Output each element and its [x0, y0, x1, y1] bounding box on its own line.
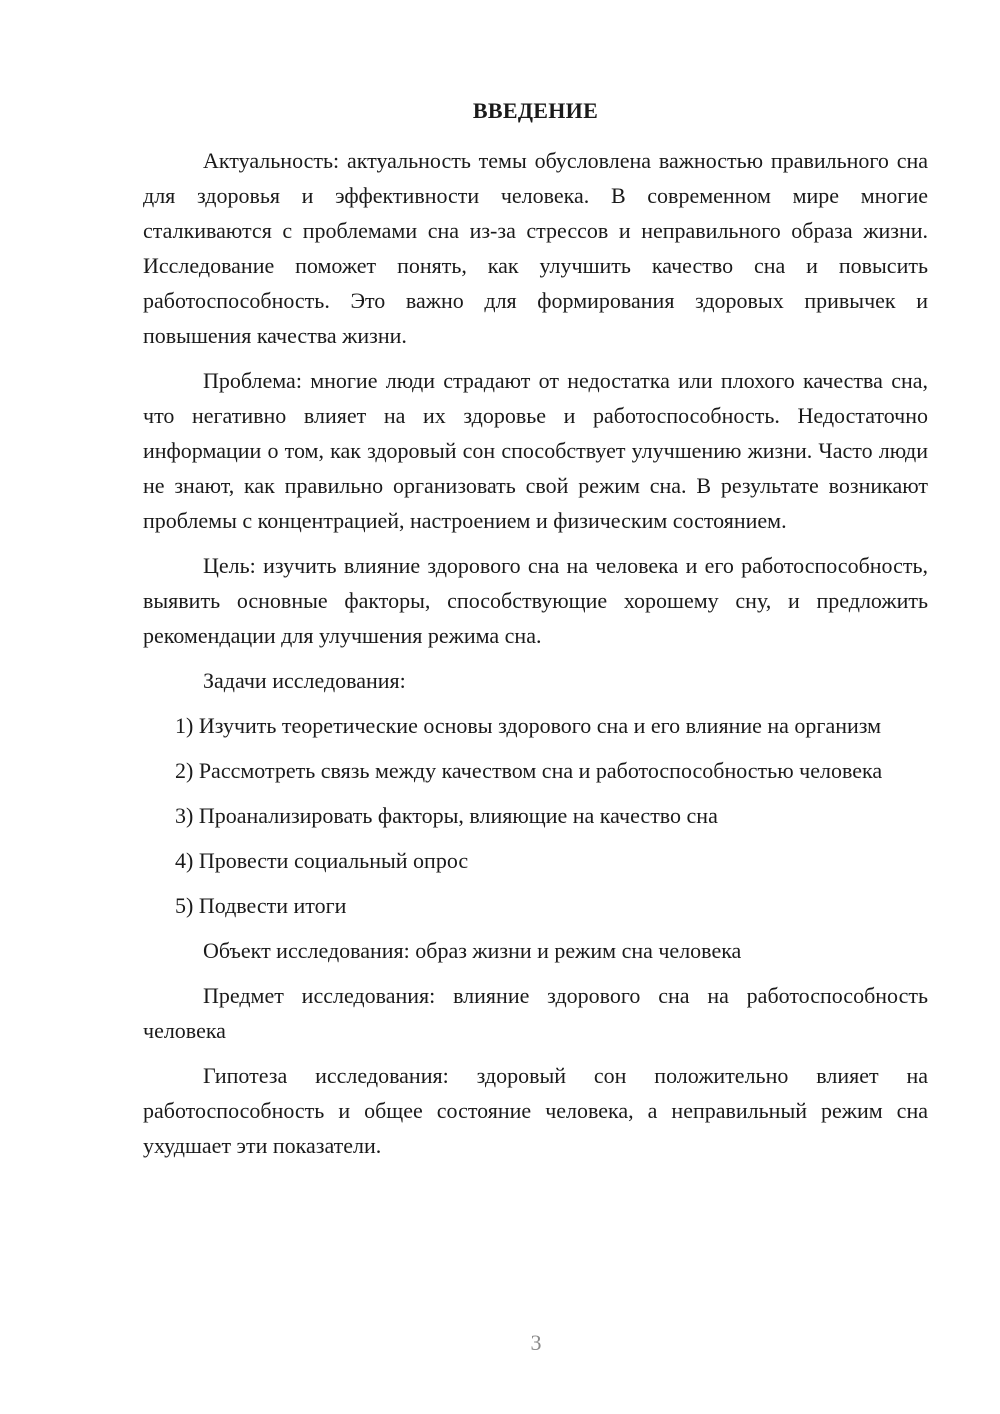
document-page	[143, 93, 928, 1173]
paragraph-goal: Цель: изучить влияние здорового сна на человека и его работоспособность, выявить основные факторы, способствующие хорошему сну, и предложить рекомендации для улучшения режима сна.	[143, 553, 928, 648]
page-title: ВВЕДЕНИЕ	[472, 98, 599, 123]
task-item: 4) Провести социальный опрос	[175, 848, 469, 873]
paragraph-subject: Предмет исследования: влияние здорового сна на работоспособность человека	[143, 983, 928, 1043]
task-item: 3) Проанализировать факторы, влияющие на качество сна	[175, 803, 718, 828]
paragraph-object: Объект исследования: образ жизни и режим сна человека	[203, 938, 742, 963]
task-item: 2) Рассмотреть связь между качеством сна и работоспособностью человека	[175, 758, 883, 783]
paragraph-relevance: Актуальность: актуальность темы обусловлена важностью правильного сна для здоровья и эффективности человека. В современном мире многие сталкиваются с проблемами сна из-за стрессов и неправильного образа жизни. Исследование поможет понять, как улучшить качество сна и повысить работоспособность. Это важно для формирования здоровых привычек и повышения качества жизни.	[143, 148, 928, 348]
task-item: 1) Изучить теоретические основы здорового сна и его влияние на организм	[175, 713, 882, 738]
paragraph-problem: Проблема: многие люди страдают от недостатка или плохого качества сна, что негативно влияет на их здоровье и работоспособность. Недостаточно информации о том, как здоровый сон способствует улучшению жизни. Часто люди не знают, как правильно организовать свой режим сна. В результате возникают проблемы с концентрацией, настроением и физическим состоянием.	[143, 368, 928, 533]
paragraph-tasks-heading: Задачи исследования:	[203, 668, 406, 693]
task-item: 5) Подвести итоги	[175, 893, 347, 918]
paragraph-hypothesis: Гипотеза исследования: здоровый сон положительно влияет на работоспособность и общее состояние человека, а неправильный режим сна ухудшает эти показатели.	[143, 1063, 928, 1158]
page-number: 3	[530, 1330, 542, 1355]
